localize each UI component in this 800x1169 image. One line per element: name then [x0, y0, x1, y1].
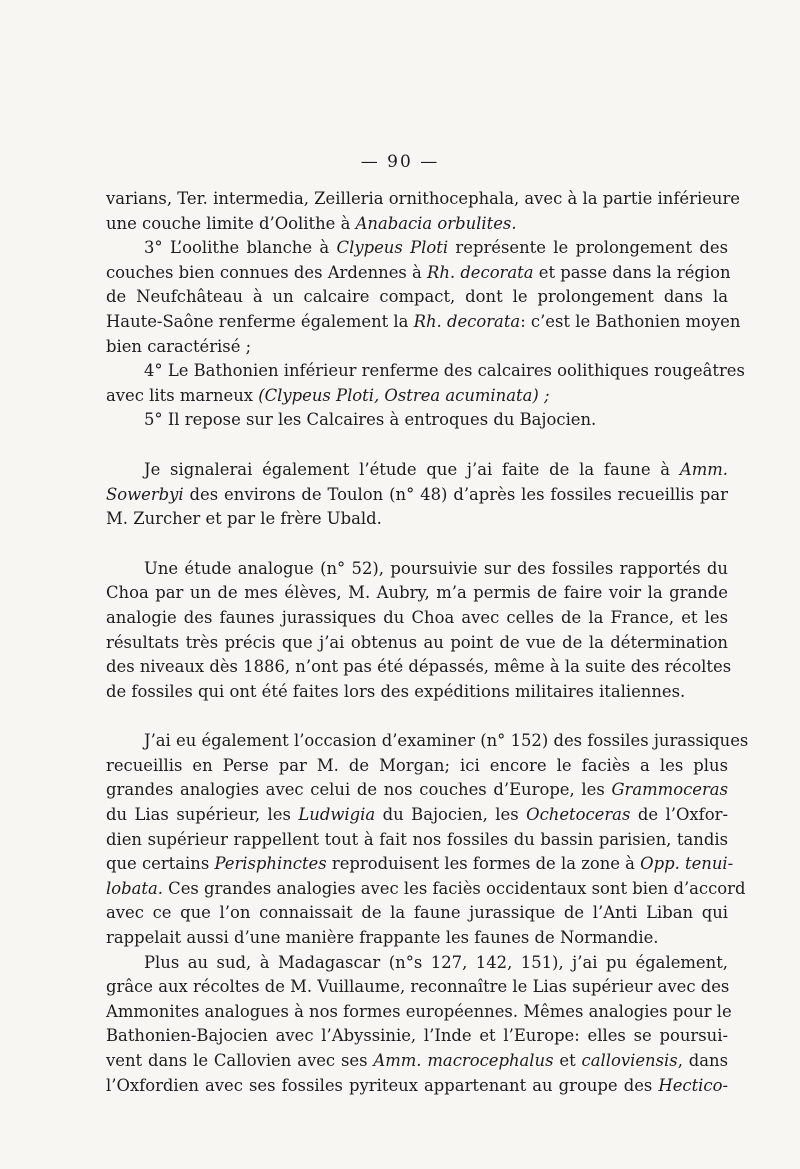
text-line: de Neufchâteau à un calcaire compact, dont le prolongement dans la: [106, 287, 728, 307]
text-line: Choa par un de mes élèves, M. Aubry, m’a permis de faire voir la grande: [106, 583, 728, 603]
paragraph: [106, 236, 741, 359]
text-line: couches bien connues des Ardennes à Rh. decorata et passe dans la région: [106, 262, 731, 282]
text-line: varians, Ter. intermedia, Zeilleria ornithocephala, avec à la partie inférieure: [106, 189, 740, 208]
text-line: de fossiles qui ont été faites lors des expéditions militaires italiennes.: [106, 681, 686, 701]
text-line: Haute-Saône renferme également la Rh. decorata: c’est le Bathonien moyen: [106, 311, 741, 331]
text-line: l’Oxfordien avec ses fossiles pyriteux appartenant au groupe des Hectico-: [106, 1075, 728, 1095]
body-text: [106, 187, 749, 1098]
text-line: résultats très précis que j’ai obtenus au point de vue de la détermination: [106, 632, 728, 652]
text-line: Sowerbyi des environs de Toulon (n° 48) d’après les fossiles recueillis par: [106, 484, 728, 504]
text-line: Bathonien-Bajocien avec l’Abyssinie, l’Inde et l’Europe: elles se poursui-: [106, 1026, 728, 1046]
text-line: Une étude analogue (n° 52), poursuivie sur des fossiles rapportés du: [144, 558, 728, 578]
text-line: bien caractérisé ;: [106, 336, 252, 356]
text-line: dien supérieur rappellent tout à fait nos fossiles du bassin parisien, tandis: [106, 829, 728, 849]
paragraph: [106, 729, 749, 950]
text-line: 4° Le Bathonien inférieur renferme des calcaires oolithiques rougeâtres: [144, 361, 745, 381]
text-line: des niveaux dès 1886, n’ont pas été dépassés, même à la suite des récoltes: [106, 657, 732, 677]
text-line: une couche limite d’Oolithe à Anabacia orbulites.: [106, 213, 517, 233]
paragraph: [106, 951, 732, 1099]
page-number: — 90 —: [360, 152, 440, 172]
text-line: analogie des faunes jurassiques du Choa avec celles de la France, et les: [106, 607, 728, 627]
text-line: rappelait aussi d’une manière frappante les faunes de Normandie.: [106, 928, 659, 948]
text-line: M. Zurcher et par le frère Ubald.: [106, 509, 382, 529]
text-line: du Lias supérieur, les Ludwigia du Bajocien, les Ochetoceras de l’Oxfor-: [106, 805, 728, 825]
text-line: que certains Perisphinctes reproduisent les formes de la zone à Opp. tenui-: [106, 854, 734, 874]
text-line: Je signalerai également l’étude que j’ai faite de la faune à Amm.: [144, 459, 728, 479]
paragraph: [106, 408, 728, 433]
text-line: J’ai eu également l’occasion d’examiner (n° 152) des fossiles jurassiques: [144, 731, 749, 751]
text-line: avec lits marneux (Clypeus Ploti, Ostrea acuminata) ;: [106, 385, 550, 405]
paragraph: [106, 187, 740, 236]
text-line: grâce aux récoltes de M. Vuillaume, reconnaître le Lias supérieur avec des: [106, 977, 730, 997]
paragraph: [106, 359, 745, 408]
text-line: vent dans le Callovien avec ses Amm. macrocephalus et calloviensis, dans: [106, 1051, 729, 1070]
text-line: Ammonites analogues à nos formes européennes. Mêmes analogies pour le: [106, 1001, 732, 1021]
text-line: avec ce que l’on connaissait de la faune jurassique de l’Anti Liban qui: [106, 903, 728, 923]
paragraph: [106, 557, 732, 705]
text-line: 3° L’oolithe blanche à Clypeus Ploti représente le prolongement des: [144, 238, 728, 258]
text-line: recueillis en Perse par M. de Morgan; ici encore le faciès a les plus: [106, 755, 728, 775]
text-line: 5° Il repose sur les Calcaires à entroques du Bajocien.: [144, 410, 597, 430]
text-line: lobata. Ces grandes analogies avec les faciès occidentaux sont bien d’accord: [106, 878, 746, 898]
paragraph: [106, 458, 728, 532]
text-line: Plus au sud, à Madagascar (n°s 127, 142, 151), j’ai pu également,: [144, 952, 728, 972]
text-line: grandes analogies avec celui de nos couches d’Europe, les Grammoceras: [106, 780, 728, 800]
